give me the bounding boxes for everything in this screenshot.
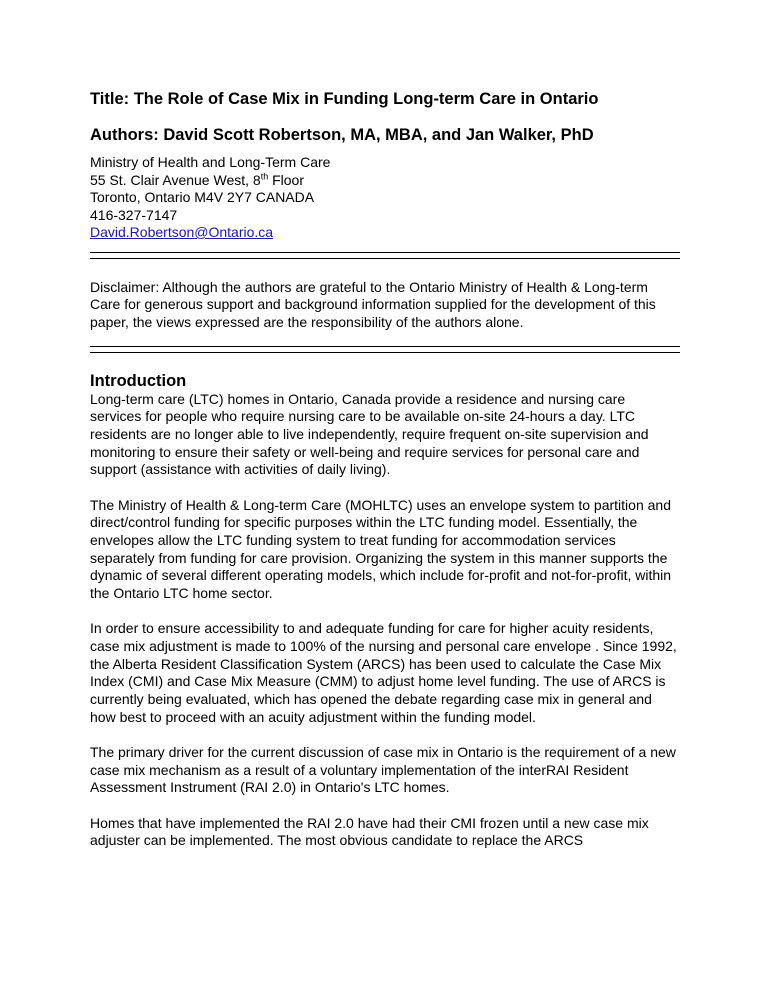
phone-number: 416-327-7147: [90, 206, 178, 223]
paragraph: In order to ensure accessibility to and adequate funding for care for higher acuity residents, case mix adjustment is made to 100% of the nursing and personal care envelope . Since 1992, the Alberta Resident Classification System (ARCS) has been used to calculate the Case Mix Index (CMI) and Case Mix Measure (CMM) to adjust home level funding. The use of ARCS is currently being evaluated, which has opened the debate regarding case mix in general and how best to proceed with an acuity adjustment within the funding model.: [90, 620, 677, 725]
paragraph: Homes that have implemented the RAI 2.0 have had their CMI frozen until a new case mix adjuster can be implemented. The most obvious candidate to replace the ARCS: [90, 814, 649, 849]
introduction-heading: Introduction: [90, 371, 187, 390]
disclaimer: Disclaimer: Although the authors are grateful to the Ontario Ministry of Health & Long-term Care for generous support and background information supplied for the development of this paper, the views expressed are the responsibility of the authors alone.: [90, 278, 656, 330]
paragraph: The Ministry of Health & Long-term Care (MOHLTC) uses an envelope system to partition and direct/control funding for specific purposes within the LTC funding model. Essentially, the envelopes allow the LTC funding system to treat funding for accommodation services separately from funding for care provision. Organizing the system in this manner supports the dynamic of several different operating models, which include for-profit and not-for-profit, within the Ontario LTC home sector.: [90, 496, 672, 602]
address-line-2: Toronto, Ontario M4V 2Y7 CANADA: [90, 189, 315, 205]
paragraph: Long-term care (LTC) homes in Ontario, Canada provide a residence and nursing care services for people who require nursing care to be available on-site 24-hours a day. LTC residents are no longer able to live independently, require frequent on-site supervision and monitoring to ensure their safety or well-being and require services for personal care and support (assistance with activities of daily living).: [90, 390, 649, 478]
introduction-body: [90, 391, 680, 850]
email-link[interactable]: David.Robertson@Ontario.ca: [90, 224, 274, 240]
organization: Ministry of Health and Long-Term Care: [90, 154, 331, 170]
document-title: Title: The Role of Case Mix in Funding Long-term Care in Ontario: [90, 90, 599, 108]
divider-bottom: [90, 346, 680, 353]
address-line-1: 55 St. Clair Avenue West, 8th Floor: [90, 170, 304, 188]
authors-line: Authors: David Scott Robertson, MA, MBA, and Jan Walker, PhD: [90, 126, 594, 144]
document-page: [90, 88, 680, 850]
divider-top: [90, 252, 680, 259]
contact-block: [90, 154, 680, 242]
paragraph: The primary driver for the current discussion of case mix in Ontario is the requirement of a new case mix mechanism as a result of a voluntary implementation of the interRAI Resident Assessment Instrument (RAI 2.0) in Ontario's LTC homes.: [90, 744, 676, 796]
